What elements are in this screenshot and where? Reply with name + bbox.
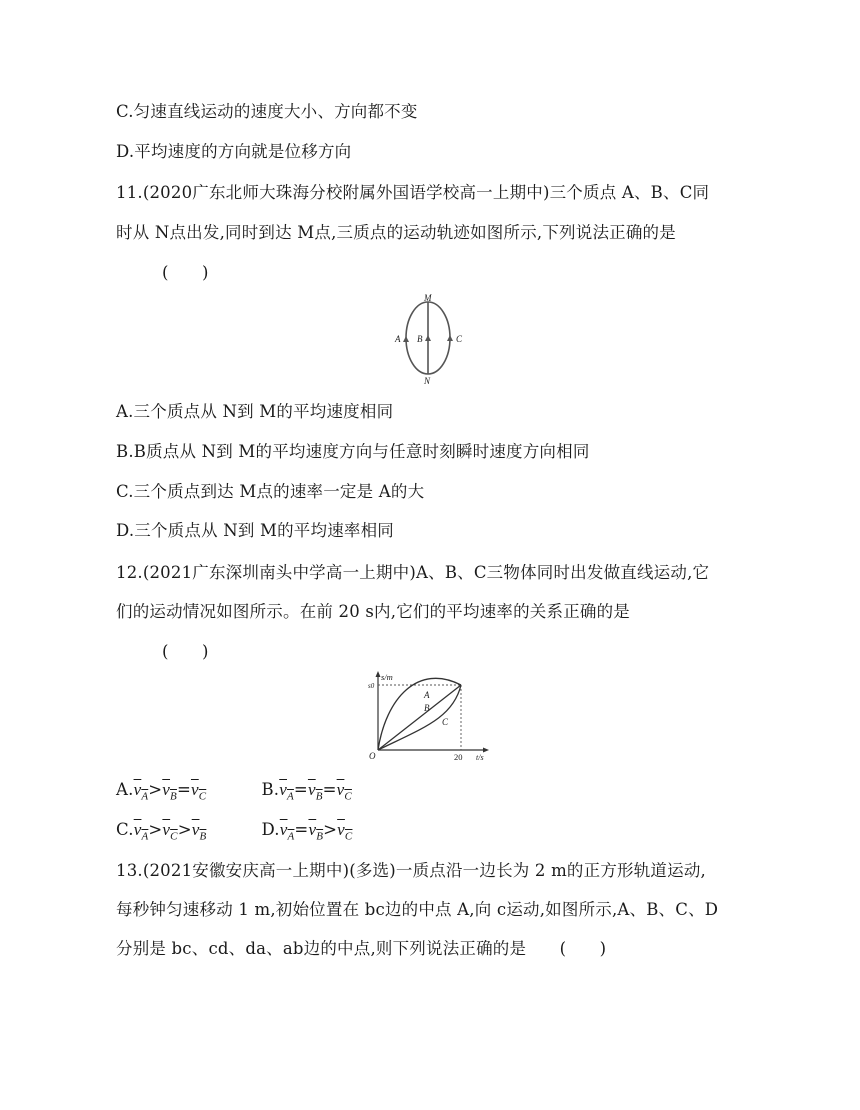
v-bar: $v_A$ [133,780,149,803]
label-m: M [424,293,432,303]
line-b [378,685,461,750]
v-bar: $v_B$ [191,820,207,843]
question-11-answer-paren: ( ) [162,263,209,282]
y-axis-arrow-icon [376,671,381,677]
label-c: C [456,334,463,344]
option-a [116,778,256,808]
v-bar: $v_A$ [279,820,295,843]
ylabel: s/m [381,672,393,682]
v-bar: $v_C$ [337,820,353,843]
option-c [116,818,256,848]
op: = [294,820,309,839]
v-bar: $v_C$ [336,780,352,803]
curve-a [378,678,461,750]
xlabel: t/s [476,753,484,762]
option-c-prefix: C. [116,820,134,839]
label-n: N [424,376,431,386]
question-13-line-2: 每秒钟匀速移动 1 m,初始位置在 bc边的中点 A,向 c运动,如图所示,A、B、C、D [116,900,719,919]
x-axis-arrow-icon [483,748,489,753]
x-tick-20: 20 [454,752,463,762]
op: > [148,820,163,839]
op: > [323,820,338,839]
question-12-answer-paren: ( ) [162,642,209,661]
label-a: A [395,334,401,344]
op: > [177,820,192,839]
op: > [148,780,163,799]
question-12-options-row-1 [116,778,352,808]
option-b-prefix: B. [261,780,280,799]
option-d [261,818,352,848]
question-11-line-1: 11.(2020广东北师大珠海分校附属外国语学校高一上期中)三个质点 A、B、C同 [116,183,710,202]
arrow-a-icon [403,336,409,342]
arrow-b-icon [425,335,431,341]
question-12-options-row-2 [116,818,352,848]
v-bar: $v_A$ [133,820,149,843]
question-11-option-d: D.三个质点从 N到 M的平均速率相同 [116,521,395,540]
figure-11-trajectory [390,292,470,387]
question-11-line-2: 时从 N点出发,同时到达 M点,三质点的运动轨迹如图所示,下列说法正确的是 [116,223,676,242]
question-12-line-2: 们的运动情况如图所示。在前 20 s内,它们的平均速率的关系正确的是 [116,602,630,621]
question-13-line-3: 分别是 bc、cd、da、ab边的中点,则下列说法正确的是 ( ) [116,939,607,958]
option-c-previous: C.匀速直线运动的速度大小、方向都不变 [116,102,418,121]
v-bar: $v_B$ [308,820,324,843]
option-b [261,778,351,808]
op: = [176,780,191,799]
series-label-c: C [442,717,449,727]
series-label-b: B [424,703,430,713]
question-12-line-1: 12.(2021广东深圳南头中学高一上期中)A、B、C三物体同时出发做直线运动,它 [116,563,710,582]
question-11-option-c: C.三个质点到达 M点的速率一定是 A的大 [116,482,425,501]
series-label-a: A [424,690,430,700]
label-b: B [417,334,423,344]
question-13-line-1: 13.(2021安徽安庆高一上期中)(多选)一质点沿一边长为 2 m的正方形轨道运动, [116,861,706,880]
arrow-c-icon [447,335,453,341]
question-11-option-b: B.B质点从 N到 M的平均速度方向与任意时刻瞬时速度方向相同 [116,442,590,461]
figure-12-st-graph [368,668,493,764]
v-bar: $v_A$ [279,780,294,803]
s0-label: s0 [368,682,375,690]
op: = [293,780,308,799]
question-11-option-a: A.三个质点从 N到 M的平均速度相同 [116,402,394,421]
option-d-previous: D.平均速度的方向就是位移方向 [116,142,352,161]
v-bar: $v_B$ [162,780,177,803]
v-bar: $v_B$ [307,780,323,803]
option-d-prefix: D. [261,820,280,839]
origin-label: O [369,751,376,761]
v-bar: $v_C$ [190,780,207,803]
v-bar: $v_C$ [162,820,178,843]
op: = [322,780,337,799]
option-a-prefix: A. [116,780,134,799]
